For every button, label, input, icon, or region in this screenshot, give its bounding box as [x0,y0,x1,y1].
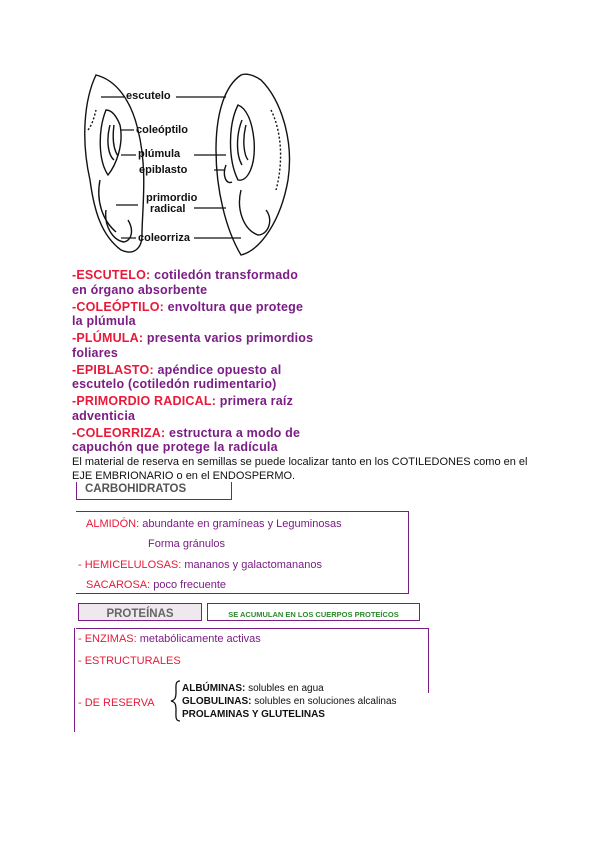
def-epiblasto-text: apéndice opuesto al [153,362,282,377]
def-primordio-text2: adventicia [72,408,136,423]
def-coleorriza-text: estructura a modo de [165,425,301,440]
term-coleorriza: -COLEORRIZA: [72,425,166,440]
def-coleoptilo-text: envoltura que protege [163,299,304,314]
label-coleoptilo: coleóptilo [136,124,188,136]
label-epiblasto: epiblasto [139,164,188,176]
forma-granulos: Forma gránulos [148,538,226,550]
def-coleorriza-text2: capuchón que protege la radícula [72,440,278,454]
definition-plumula [72,331,372,360]
def-escutelo-text: cotiledón transformado [150,268,299,282]
term-primordio-radical: -PRIMORDIO RADICAL: [72,394,217,408]
de-reserva-label: - DE RESERVA [78,697,155,709]
label-coleorriza: coleorriza [138,232,190,244]
term-escutelo: -ESCUTELO: [72,268,151,282]
definition-primordio-radical [72,394,372,423]
proteinas-box-left-border [74,628,75,732]
proteinas-title: PROTEÍNAS [106,608,174,620]
reserve-material-paragraph: El material de reserva en semillas se puede localizar tanto en los COTILEDONES como en el EJE EMBRIONARIO o en el ENDOSPERMO. [72,456,528,482]
sacarosa-key: SACAROSA: [86,579,151,591]
proteinas-note-box [207,603,420,621]
label-plumula: plúmula [138,148,181,160]
albuminas-text: solubles en agua [245,683,324,694]
almidon-key: ALMIDÓN: [86,518,140,530]
definition-coleorriza [72,426,372,455]
proteinas-box-right-border [428,628,429,693]
label-escutelo: escutelo [126,90,171,102]
term-epiblasto: -EPIBLASTO: [72,362,154,377]
def-primordio-text: primera raíz [216,394,294,408]
proteinas-note: SE ACUMULAN EN LOS CUERPOS PROTEÍCOS [228,610,399,619]
almidon-text: abundante en gramíneas y Leguminosas [139,518,342,530]
def-coleoptilo-text2: la plúmula [72,314,136,328]
definition-coleoptilo [72,300,372,329]
def-plumula-text: presenta varios primordios [143,331,314,345]
enzimas-line [78,633,261,646]
label-radical: radical [150,203,186,215]
label-primordio: primordio [146,192,198,204]
carbohidratos-box [76,511,409,594]
term-coleoptilo: -COLEÓPTILO: [72,299,164,314]
definitions-list [72,268,372,457]
sacarosa-text: poco frecuente [150,579,227,591]
sacarosa-line [86,579,226,592]
estructurales-line [78,655,181,668]
def-plumula-text2: foliares [72,345,119,360]
globulinas-key: GLOBULINAS: [182,696,252,707]
hemicelulosas-line [78,559,322,572]
carbohidratos-header [76,482,232,500]
prolaminas-label: PROLAMINAS Y GLUTELINAS [182,709,325,720]
definition-escutelo [72,268,372,297]
estructurales-label: - ESTRUCTURALES [78,655,181,667]
proteinas-box-top-border [76,628,429,629]
hemicelulosas-key: - HEMICELULOSAS: [78,559,182,571]
prolaminas-line [182,709,325,721]
embryo-diagram [76,70,296,265]
albuminas-key: ALBÚMINAS: [182,683,246,694]
de-reserva-line [78,697,155,710]
carbohidratos-title: CARBOHIDRATOS [85,483,187,495]
enzimas-key: - ENZIMAS: [78,633,137,645]
proteinas-header [78,603,202,621]
almidon-line [86,518,342,531]
globulinas-line [182,696,397,708]
definition-epiblasto [72,363,372,392]
def-escutelo-text2: en órgano absorbente [72,282,208,297]
term-plumula: -PLÚMULA: [72,331,144,345]
reserva-brace-icon [170,680,182,722]
globulinas-text: solubles en soluciones alcalinas [251,696,397,707]
def-epiblasto-text2: escutelo (cotiledón rudimentario) [72,377,277,391]
albuminas-line [182,683,324,695]
hemicelulosas-text: mananos y galactomananos [181,559,322,571]
enzimas-text: metabólicamente activas [136,633,261,645]
